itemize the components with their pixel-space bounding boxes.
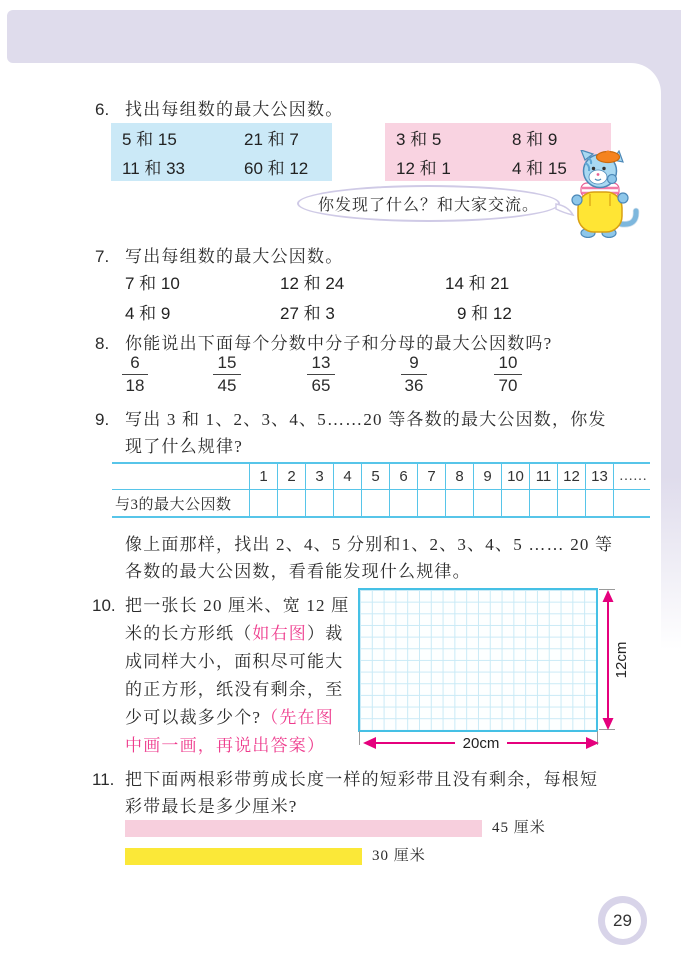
table-cell: 7 [417, 464, 445, 489]
fraction [486, 353, 530, 396]
q10-line5-pink: （先在图 [261, 708, 334, 727]
height-dimension-arrow [600, 589, 634, 731]
q6-title: 找出每组数的最大公因数。 [125, 100, 344, 119]
q9-title-line1: 写出 3 和 1、2、3、4、5……20 等各数的最大公因数，你发 [125, 410, 607, 429]
fraction [205, 353, 249, 396]
number-pair: 60 和 12 [244, 159, 309, 178]
table-cell-blank [473, 490, 501, 516]
yellow-ribbon-label: 30 厘米 [372, 848, 426, 864]
q6-pink-row-1 [396, 125, 611, 150]
q6-number: 6. [95, 100, 110, 119]
number-pair: 11 和 33 [122, 159, 186, 178]
fraction [113, 353, 157, 396]
table-cell-ellipsis: …… [613, 464, 650, 489]
q7-number: 7. [95, 247, 110, 266]
table-cell: 9 [473, 464, 501, 489]
table-cell: 10 [501, 464, 529, 489]
table-cell-blank [417, 490, 445, 516]
fraction-numerator: 15 [213, 353, 242, 375]
number-pair: 21 和 7 [244, 130, 299, 149]
number-pair: 7 和 10 [125, 274, 180, 293]
speech-bubble-text: 你发现了什么？和大家交流。 [317, 197, 539, 214]
q7-heading [95, 243, 515, 270]
q10-line2-black: 米的长方形纸（ [125, 624, 253, 643]
q11-heading [92, 766, 652, 793]
table-cell-blank [333, 490, 361, 516]
q8-title: 你能说出下面每个分数中分子和分母的最大公因数吗? [125, 334, 553, 353]
number-pair: 4 和 15 [512, 159, 567, 178]
q9-heading [95, 406, 655, 433]
number-pair: 14 和 21 [445, 274, 510, 293]
cat-mascot-icon [561, 150, 643, 238]
dimension-extension-line [359, 731, 360, 745]
gcd-table-header-row [112, 464, 650, 490]
table-cell-blank [277, 490, 305, 516]
q7-title: 写出每组数的最大公因数。 [125, 247, 344, 266]
q9-title-line2: 现了什么规律? [125, 437, 243, 456]
table-cell-blank [249, 490, 277, 516]
table-cell: 3 [305, 464, 333, 489]
page-number-badge [598, 896, 647, 945]
q6-heading [95, 96, 515, 123]
q9-number: 9. [95, 410, 110, 429]
width-dimension-arrow [362, 732, 600, 754]
q10-heading [92, 592, 362, 620]
fraction-denominator: 70 [498, 376, 518, 395]
number-pair: 3 和 5 [396, 130, 442, 149]
speech-bubble [297, 185, 560, 222]
q9-paragraph-line2: 各数的最大公因数，看看能发现什么规律。 [125, 562, 471, 581]
fraction-denominator: 18 [125, 376, 145, 395]
q7-pairs [125, 271, 635, 327]
q10-line1: 把一张长 20 厘米、宽 12 厘 [125, 596, 350, 615]
q6-blue-row-2 [122, 154, 332, 179]
gcd-table-answer-row [112, 490, 650, 516]
table-cell-blank [613, 490, 650, 516]
q10-line2 [125, 620, 343, 648]
q6-blue-row-1 [122, 125, 332, 150]
width-dimension-label: 20cm [462, 735, 500, 752]
number-pair: 8 和 9 [512, 130, 558, 149]
fraction-numerator: 6 [122, 353, 148, 375]
table-cell: 2 [277, 464, 305, 489]
q10-line5-black: 少可以裁多少个? [125, 708, 262, 727]
table-cell-blank [445, 490, 473, 516]
q6-blue-box [111, 123, 332, 181]
q10-line2-black2: ）裁 [307, 624, 344, 643]
table-cell-blank [557, 490, 585, 516]
fraction-numerator: 13 [307, 353, 336, 375]
table-cell: 4 [333, 464, 361, 489]
grid-paper-figure [358, 588, 598, 732]
table-cell-blank [529, 490, 557, 516]
yellow-ribbon-bar [125, 848, 362, 865]
page-right-strip [661, 30, 681, 650]
table-cell-blank [305, 490, 333, 516]
table-cell: 12 [557, 464, 585, 489]
q10-line3: 成同样大小，面积尽可能大 [125, 652, 344, 671]
q8-number: 8. [95, 334, 110, 353]
page-top-band [7, 10, 681, 63]
fraction-denominator: 65 [311, 376, 331, 395]
gcd-table [112, 462, 650, 518]
table-cell-blank [501, 490, 529, 516]
number-pair: 5 和 15 [122, 130, 177, 149]
fraction-numerator: 9 [401, 353, 427, 375]
q10-line4: 的正方形，纸没有剩余，至 [125, 680, 344, 699]
q10-number: 10. [92, 596, 116, 615]
table-cell: 1 [249, 464, 277, 489]
fraction-denominator: 45 [217, 376, 237, 395]
fraction [299, 353, 343, 396]
table-cell: 11 [529, 464, 557, 489]
number-pair: 9 和 12 [457, 304, 512, 323]
table-cell: 5 [361, 464, 389, 489]
q10-line5 [125, 704, 334, 732]
q10-line6: 中画一画，再说出答案） [125, 736, 326, 755]
q11-line1: 把下面两根彩带剪成长度一样的短彩带且没有剩余，每根短 [125, 770, 599, 789]
q10-line2-pink: 如右图 [252, 624, 308, 643]
table-cell: 6 [389, 464, 417, 489]
fraction-denominator: 36 [404, 376, 424, 395]
pink-ribbon-label: 45 厘米 [492, 820, 546, 836]
table-row-label: 与3的最大公因数 [115, 496, 232, 513]
fraction-numerator: 10 [494, 353, 523, 375]
number-pair: 27 和 3 [280, 304, 335, 323]
q11-line2: 彩带最长是多少厘米? [125, 797, 298, 816]
number-pair: 4 和 9 [125, 304, 171, 323]
pink-ribbon-bar [125, 820, 482, 837]
table-cell-blank [361, 490, 389, 516]
q9-paragraph-line1: 像上面那样，找出 2、4、5 分别和1、2、3、4、5 …… 20 等 [125, 535, 614, 554]
q8-heading [95, 330, 655, 357]
height-dimension-label: 12cm [613, 641, 630, 679]
number-pair: 12 和 24 [280, 274, 345, 293]
table-cell: 13 [585, 464, 613, 489]
page-number: 29 [605, 903, 641, 939]
number-pair: 12 和 1 [396, 159, 451, 178]
q11-number: 11. [92, 770, 115, 789]
table-cell-blank [585, 490, 613, 516]
table-cell-blank [389, 490, 417, 516]
table-cell: 8 [445, 464, 473, 489]
fraction [392, 353, 436, 396]
